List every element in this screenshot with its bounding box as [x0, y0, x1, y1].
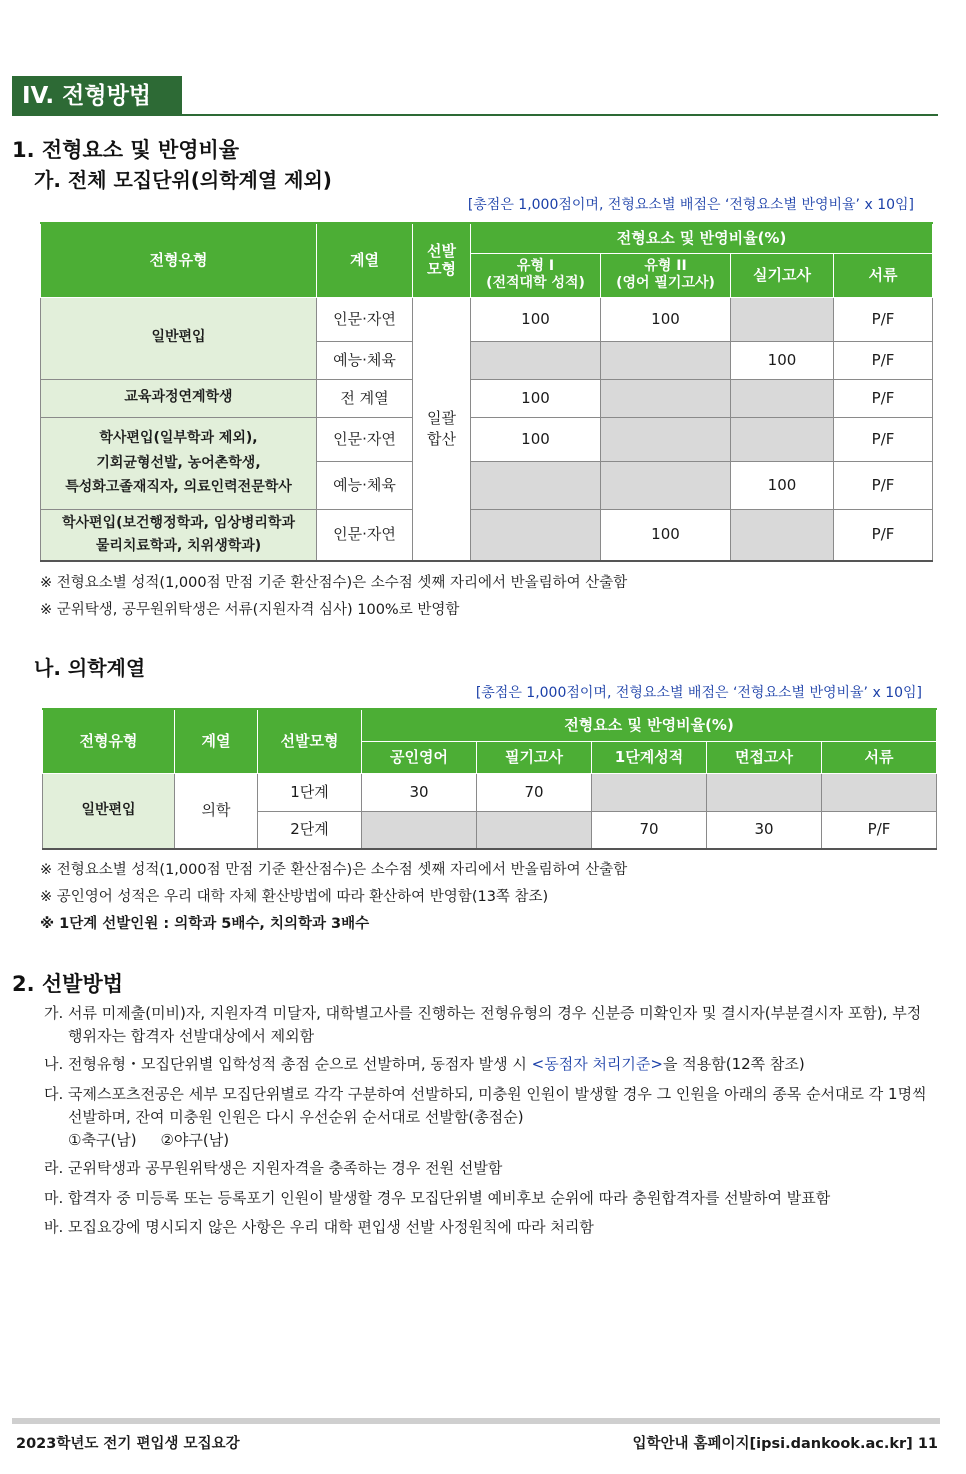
list-item	[44, 1002, 934, 1048]
header-group: 전형요소 및 반영비율(%)	[362, 709, 937, 741]
value-cell: 100	[731, 461, 834, 509]
subheading-a: 가. 전체 모집단위(의학계열 제외)	[34, 168, 332, 192]
score-table-medical	[42, 708, 937, 850]
header-written: 필기고사	[477, 741, 592, 773]
header-field: 계열	[175, 709, 258, 773]
header-docs: 서류	[834, 253, 933, 297]
empty-cell	[601, 461, 731, 509]
item-label: 다.	[44, 1085, 64, 1103]
docs-cell: P/F	[822, 811, 937, 849]
header-type2: 유형 II (영어 필기고사)	[601, 253, 731, 297]
empty-cell	[731, 297, 834, 341]
table-row	[41, 297, 933, 341]
empty-cell	[601, 417, 731, 461]
docs-cell: P/F	[834, 509, 933, 561]
empty-cell	[471, 341, 601, 379]
field-cell: 인문·자연	[317, 297, 413, 341]
value-cell: 100	[601, 297, 731, 341]
docs-cell: P/F	[834, 341, 933, 379]
table-row	[41, 417, 933, 461]
list-item	[44, 1083, 934, 1152]
header-english: 공인영어	[362, 741, 477, 773]
docs-cell: P/F	[834, 417, 933, 461]
type-cell: 일반편입	[43, 773, 175, 849]
value-cell: 70	[477, 773, 592, 811]
table-note: ※ 군위탁생, 공무원위탁생은 서류(지원자격 심사) 100%로 반영함	[40, 602, 460, 618]
empty-cell	[362, 811, 477, 849]
item-label: 라.	[44, 1159, 64, 1177]
item-label: 나.	[44, 1055, 64, 1073]
empty-cell	[707, 773, 822, 811]
value-cell: 100	[471, 297, 601, 341]
empty-cell	[471, 509, 601, 561]
type-cell: 학사편입(일부학과 제외), 기회균형선발, 농어촌학생, 특성화고졸재직자, 의료인력전문학사	[41, 417, 317, 509]
tie-rule-link: <동점자 처리기준>	[531, 1055, 663, 1073]
value-cell: 100	[601, 509, 731, 561]
empty-cell	[601, 341, 731, 379]
heading-2: 2. 선발방법	[12, 972, 124, 996]
header-docs: 서류	[822, 741, 937, 773]
item-label: 가.	[44, 1004, 64, 1022]
header-interview: 면접고사	[707, 741, 822, 773]
value-cell: 70	[592, 811, 707, 849]
value-cell: 100	[471, 417, 601, 461]
empty-cell	[731, 417, 834, 461]
header-type1: 유형 I (전적대학 성적)	[471, 253, 601, 297]
item-label: 바.	[44, 1218, 64, 1236]
item-text: 전형유형・모집단위별 입학성적 총점 순으로 선발하며, 동점자 발생 시 <동점자 처리기준>을 적용함(12쪽 참조)	[68, 1055, 805, 1073]
score-note-b: [총점은 1,000점이며, 전형요소별 배점은 ‘전형요소별 반영비율’ x 10임]	[475, 685, 922, 701]
subheading-b: 나. 의학계열	[34, 656, 146, 680]
item-text: 모집요강에 명시되지 않은 사항은 우리 대학 편입생 선발 사정원칙에 따라 처리함	[68, 1218, 594, 1236]
item-text: 서류 미제출(미비)자, 지원자격 미달자, 대학별고사를 진행하는 전형유형의 경우 신분증 미확인자 및 결시자(부분결시자 포함), 부정행위자는 합격자 선발대상에서 제외함	[68, 1004, 922, 1045]
field-cell: 예능·체육	[317, 461, 413, 509]
docs-cell: P/F	[834, 379, 933, 417]
header-stage1: 1단계성적	[592, 741, 707, 773]
footer-divider	[12, 1418, 940, 1424]
section-title: IV. 전형방법	[12, 76, 182, 116]
list-item	[44, 1053, 934, 1076]
table-note: ※ 전형요소별 성적(1,000점 만점 기준 환산점수)은 소수점 셋째 자리에서 반올림하여 산출함	[40, 575, 628, 591]
header-type: 전형유형	[41, 223, 317, 297]
value-cell: 30	[707, 811, 822, 849]
stage-cell: 2단계	[258, 811, 362, 849]
type-cell: 교육과정연계학생	[41, 379, 317, 417]
score-table-general	[40, 222, 933, 562]
value-cell: 30	[362, 773, 477, 811]
stage-cell: 1단계	[258, 773, 362, 811]
list-item	[44, 1216, 934, 1239]
list-item	[44, 1157, 934, 1180]
table-row	[41, 509, 933, 561]
header-practical: 실기고사	[731, 253, 834, 297]
field-cell: 의학	[175, 773, 258, 849]
header-model: 선발모형	[258, 709, 362, 773]
section-header	[12, 76, 938, 116]
item-text: 군위탁생과 공무원위탁생은 지원자격을 충족하는 경우 전원 선발함	[68, 1159, 503, 1177]
score-note-a: [총점은 1,000점이며, 전형요소별 배점은 ‘전형요소별 반영비율’ x 10임]	[467, 197, 914, 213]
field-cell: 인문·자연	[317, 509, 413, 561]
empty-cell	[477, 811, 592, 849]
empty-cell	[601, 379, 731, 417]
table-row	[43, 773, 937, 811]
section-divider	[182, 114, 938, 116]
table-row	[41, 379, 933, 417]
empty-cell	[731, 509, 834, 561]
field-cell: 인문·자연	[317, 417, 413, 461]
type-cell: 일반편입	[41, 297, 317, 379]
list-item	[44, 1187, 934, 1210]
field-cell: 전 계열	[317, 379, 413, 417]
item-subtext: ①축구(남) ②야구(남)	[68, 1131, 230, 1149]
footer-title: 2023학년도 전기 편입생 모집요강	[16, 1436, 240, 1452]
item-text: 합격자 중 미등록 또는 등록포기 인원이 발생할 경우 모집단위별 예비후보 순위에 따라 충원합격자를 선발하여 발표함	[68, 1189, 831, 1207]
empty-cell	[731, 379, 834, 417]
header-model: 선발 모형	[413, 223, 471, 297]
footer-page-info: 입학안내 홈페이지[ipsi.dankook.ac.kr] 11	[632, 1436, 938, 1452]
value-cell: 100	[731, 341, 834, 379]
docs-cell: P/F	[834, 461, 933, 509]
field-cell: 예능·체육	[317, 341, 413, 379]
empty-cell	[592, 773, 707, 811]
empty-cell	[471, 461, 601, 509]
header-field: 계열	[317, 223, 413, 297]
table-note: ※ 전형요소별 성적(1,000점 만점 기준 환산점수)은 소수점 셋째 자리에서 반올림하여 산출함	[40, 862, 628, 878]
item-text: 국제스포츠전공은 세부 모집단위별로 각각 구분하여 선발하되, 미충원 인원이 발생할 경우 그 인원을 아래의 종목 순서대로 각 1명씩 선발하며, 잔여 미충원 인원은 다시 우선순위 순서대로 선발함(총점순)	[68, 1085, 927, 1126]
docs-cell: P/F	[834, 297, 933, 341]
header-group: 전형요소 및 반영비율(%)	[471, 223, 933, 253]
item-label: 마.	[44, 1189, 64, 1207]
table-note: ※ 공인영어 성적은 우리 대학 자체 환산방법에 따라 환산하여 반영함(13쪽 참조)	[40, 889, 549, 905]
empty-cell	[822, 773, 937, 811]
header-type: 전형유형	[43, 709, 175, 773]
type-cell: 학사편입(보건행정학과, 임상병리학과 물리치료학과, 치위생학과)	[41, 509, 317, 561]
table-note-bold: ※ 1단계 선발인원 : 의학과 5배수, 치의학과 3배수	[40, 916, 370, 932]
heading-1: 1. 전형요소 및 반영비율	[12, 138, 240, 162]
value-cell: 100	[471, 379, 601, 417]
model-cell: 일괄 합산	[413, 297, 471, 561]
